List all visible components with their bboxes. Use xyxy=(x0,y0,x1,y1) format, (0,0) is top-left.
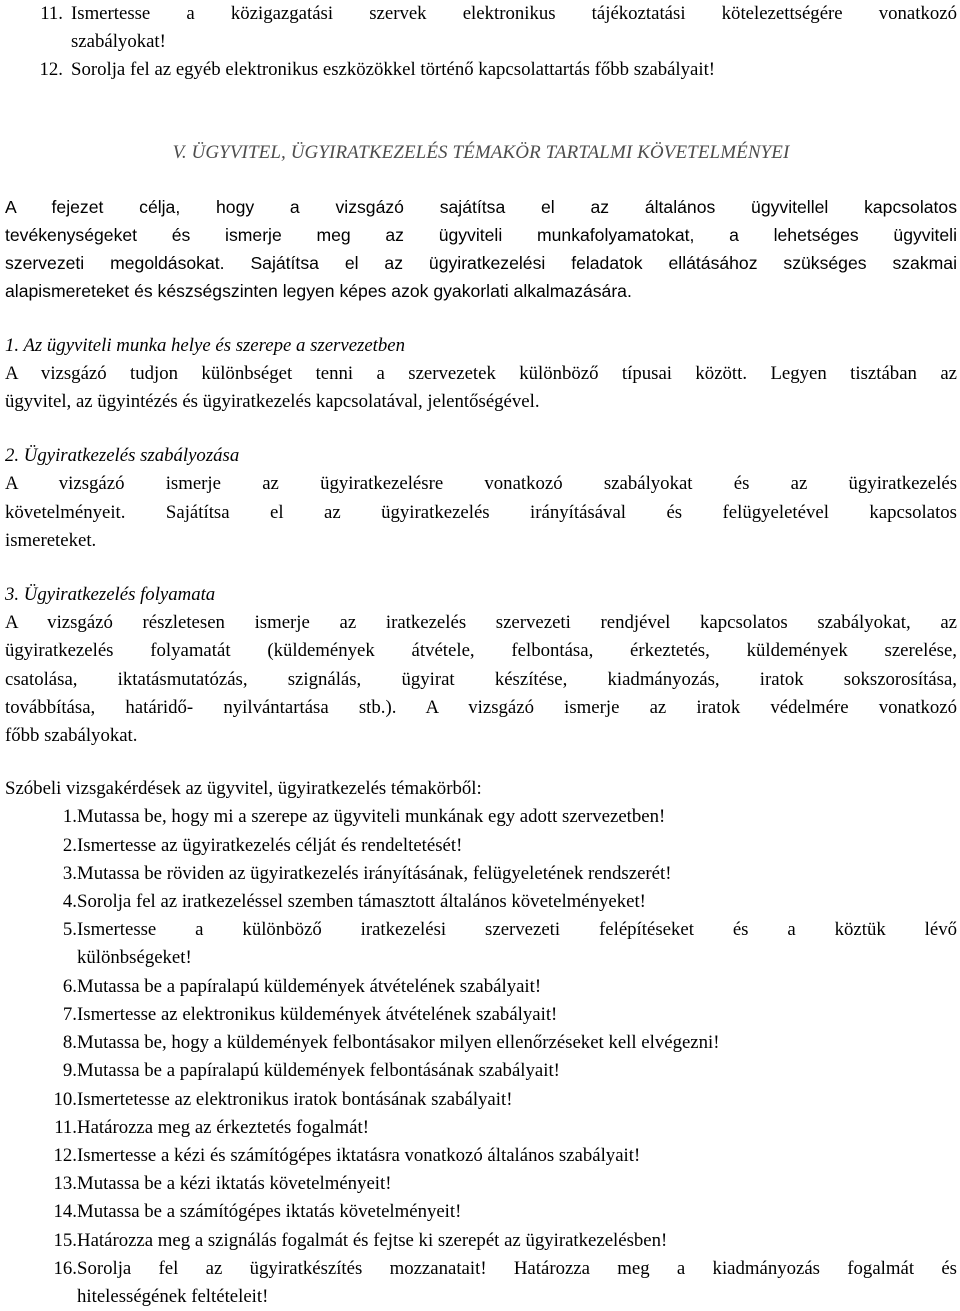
exam-question-line: különbségeket! xyxy=(77,947,192,969)
exam-question-line: Ismertesse az ügyiratkezelés célját és rendeltetését! xyxy=(77,834,463,856)
list-item-text xyxy=(71,0,957,56)
exam-question-line: Ismertesse a különböző iratkezelési szervezeti felépítéseket és a köztük lévő xyxy=(77,919,957,941)
exam-question-number: 14. xyxy=(53,1201,77,1223)
list-item-number: 11. xyxy=(40,3,63,24)
intro-paragraph xyxy=(5,193,957,306)
list-item-line: szabályokat! xyxy=(71,31,166,53)
exam-question-text xyxy=(77,803,957,831)
exam-question-number: 11. xyxy=(54,1116,77,1138)
exam-question-text xyxy=(77,1142,957,1170)
section-title: 1. Az ügyviteli munka helye és szerepe a szervezetben xyxy=(5,334,406,356)
list-item-number: 12. xyxy=(39,59,63,81)
exam-question-number: 16. xyxy=(53,1257,77,1279)
exam-question-number: 13. xyxy=(53,1173,77,1195)
exam-question-text xyxy=(77,860,957,888)
exam-question-number: 5. xyxy=(62,919,77,941)
exam-question-line: Határozza meg a szignálás fogalmát és fejtse ki szerepét az ügyiratkezelésben! xyxy=(77,1229,668,1251)
section-line: követelményeit. Sajátítsa el az ügyiratkezelés irányításával és felügyeletével kapcsolatos xyxy=(5,501,957,523)
section-2 xyxy=(5,442,957,555)
exam-question-number: 1. xyxy=(62,806,77,828)
exam-question xyxy=(5,860,957,888)
section-line: továbbítása, határidő- nyilvántartása stb.). A vizsgázó ismerje az iratok védelmére vonatkozó xyxy=(5,696,957,718)
exam-question-list xyxy=(5,803,957,1311)
exam-question-line: Mutassa be a papíralapú küldemények átvételének szabályait! xyxy=(77,975,542,997)
exam-question-line: Sorolja fel az iratkezeléssel szemben támasztott általános követelményeket! xyxy=(77,891,646,913)
exam-question-number: 12. xyxy=(53,1144,77,1166)
exam-question xyxy=(5,1114,957,1142)
exam-question-text xyxy=(77,1057,957,1085)
exam-question xyxy=(5,803,957,831)
exam-question-line: Mutassa be röviden az ügyiratkezelés irányításának, felügyeletének rendszerét! xyxy=(77,862,672,884)
exam-question xyxy=(5,888,957,916)
section-1 xyxy=(5,332,957,417)
exam-question-line: Mutassa be, hogy a küldemények felbontásakor milyen ellenőrzéseket kell elvégezni! xyxy=(77,1032,720,1054)
exam-question-line: Ismertesse az elektronikus küldemények átvételének szabályait! xyxy=(77,1003,558,1025)
exam-question-line: Mutassa be a papíralapú küldemények felbontásának szabályait! xyxy=(77,1060,560,1082)
section-line: ügyiratkezelés folyamatát (küldemények átvétele, felbontása, érkeztetés, küldemények szerelése, xyxy=(5,640,957,662)
exam-question xyxy=(5,1057,957,1085)
exam-question-text xyxy=(77,1198,957,1226)
section-line: A vizsgázó részletesen ismerje az iratkezelés szervezeti rendjével kapcsolatos szabályokat, az xyxy=(5,612,957,634)
section-3 xyxy=(5,581,957,750)
list-item-text xyxy=(71,56,957,84)
exam-question-line: Mutassa be a kézi iktatás követelményeit! xyxy=(77,1173,392,1195)
exam-question-line: Sorolja fel az ügyiratkészítés mozzanatait! Határozza meg a kiadmányozás fogalmát és xyxy=(77,1257,957,1279)
exam-question-text xyxy=(77,888,957,916)
exam-question xyxy=(5,973,957,1001)
exam-question-text xyxy=(77,1114,957,1142)
list-item xyxy=(5,56,957,84)
exam-question-text xyxy=(77,1170,957,1198)
exam-question-text xyxy=(77,916,957,972)
exam-question xyxy=(5,1001,957,1029)
intro-line: alapismereteket és készségszinten legyen képes azok gyakorlati alkalmazására. xyxy=(5,281,632,302)
exam-question-number: 10. xyxy=(53,1088,77,1110)
exam-question-text xyxy=(77,1001,957,1029)
section-line: A vizsgázó tudjon különbséget tenni a szervezetek különböző típusai között. Legyen tisztában az xyxy=(5,362,957,384)
exam-question xyxy=(5,1029,957,1057)
exam-question-text xyxy=(77,1029,957,1057)
exam-question xyxy=(5,832,957,860)
list-item-line: Sorolja fel az egyéb elektronikus eszközökkel történő kapcsolattartás főbb szabályait! xyxy=(71,59,716,81)
exam-question-number: 15. xyxy=(53,1229,77,1251)
exam-question-line: Ismertesse a kézi és számítógépes iktatásra vonatkozó általános szabályait! xyxy=(77,1144,641,1166)
exam-question-text xyxy=(77,1255,957,1311)
exam-question xyxy=(5,1086,957,1114)
section-title: 2. Ügyiratkezelés szabályozása xyxy=(5,445,240,467)
exam-question-line: Mutassa be, hogy mi a szerepe az ügyviteli munkának egy adott szervezetben! xyxy=(77,806,666,828)
exam-question-text xyxy=(77,973,957,1001)
exam-question xyxy=(5,916,957,972)
section-line: A vizsgázó ismerje az ügyiratkezelésre vonatkozó szabályokat és az ügyiratkezelés xyxy=(5,473,957,495)
exam-question-line: Mutassa be a számítógépes iktatás követelményeit! xyxy=(77,1201,462,1223)
intro-line: szervezeti megoldásokat. Sajátítsa el az ügyiratkezelési feladatok ellátásához szükséges szakmai xyxy=(5,253,957,274)
exam-question-number: 9. xyxy=(62,1060,77,1082)
intro-line: A fejezet célja, hogy a vizsgázó sajátítsa el az általános ügyvitellel kapcsolatos xyxy=(5,196,957,217)
exam-question xyxy=(5,1227,957,1255)
exam-question-text xyxy=(77,832,957,860)
exam-question xyxy=(5,1255,957,1311)
section-line: ügyvitel, az ügyintézés és ügyiratkezelés kapcsolatával, jelentőségével. xyxy=(5,391,540,413)
exam-question-line: Határozza meg az érkeztetés fogalmát! xyxy=(77,1116,369,1138)
section-line: főbb szabályokat. xyxy=(5,725,138,747)
section-line: ismereteket. xyxy=(5,529,97,551)
exam-question-number: 6. xyxy=(62,975,77,997)
list-item-line: Ismertesse a közigazgatási szervek elektronikus tájékoztatási kötelezettségére vonatkozó xyxy=(71,3,957,24)
exam-question xyxy=(5,1170,957,1198)
section-title: 3. Ügyiratkezelés folyamata xyxy=(5,584,216,606)
exam-question xyxy=(5,1198,957,1226)
exam-heading: Szóbeli vizsgakérdések az ügyvitel, ügyiratkezelés témakörből: xyxy=(5,778,482,800)
list-item xyxy=(5,0,957,56)
section-line: csatolása, iktatásmutatózás, szignálás, ügyirat készítése, kiadmányozás, iratok sokszorosítása, xyxy=(5,668,957,690)
exam-question xyxy=(5,1142,957,1170)
exam-question-number: 8. xyxy=(62,1032,77,1054)
exam-question-number: 4. xyxy=(62,891,77,913)
exam-question-number: 7. xyxy=(62,1003,77,1025)
exam-question-number: 3. xyxy=(62,862,77,884)
exam-question-line: Ismertetesse az elektronikus iratok bontásának szabályait! xyxy=(77,1088,513,1110)
exam-question-number: 2. xyxy=(62,834,77,856)
chapter-heading: V. ÜGYVITEL, ÜGYIRATKEZELÉS TÉMAKÖR TARTALMI KÖVETELMÉNYEI xyxy=(172,141,790,163)
exam-question-line: hitelességének feltételeit! xyxy=(77,1285,269,1307)
exam-question-text xyxy=(77,1086,957,1114)
intro-line: tevékenységeket és ismerje meg az ügyviteli munkafolyamatokat, a lehetséges ügyviteli xyxy=(5,225,957,246)
previous-chapter-list xyxy=(5,0,957,85)
exam-question-text xyxy=(77,1227,957,1255)
